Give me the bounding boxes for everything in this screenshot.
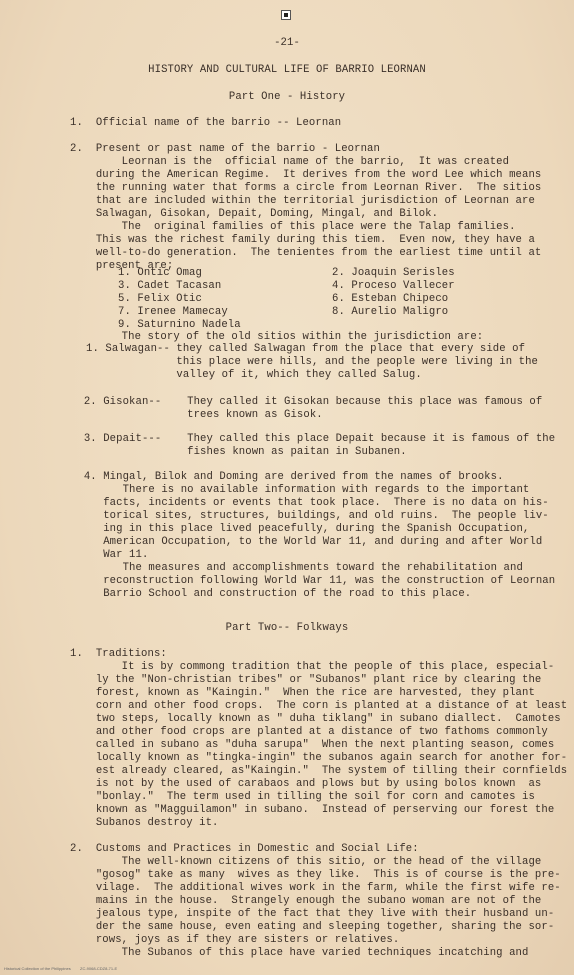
paragraph-line: "bonlay." The term used in tilling the soil for corn and camotes is bbox=[70, 791, 535, 803]
paragraph-line: forest, known as "Kaingin." When the rice are harvested, they plant bbox=[70, 687, 535, 699]
teniente-item: 3. Cadet Tacasan bbox=[118, 280, 222, 292]
paragraph-line: this place were hills, and the people were living in the bbox=[86, 356, 539, 368]
paragraph-line: reconstruction following World War 11, was the construction of Leornan bbox=[58, 575, 556, 587]
teniente-item: 8. Aurelio Maligro bbox=[332, 306, 449, 318]
paragraph-line: American Occupation, to the World War 11, and during and after World bbox=[58, 536, 543, 548]
paragraph-line: the running water that forms a circle from Leornan River. The sitios bbox=[70, 182, 542, 194]
section-1-official-name: 1. Official name of the barrio -- Leornan bbox=[70, 117, 342, 129]
paragraph-line: trees known as Gisok. bbox=[58, 409, 323, 421]
paragraph-line: present are; bbox=[70, 260, 174, 272]
footer-id: ZC-9068-CDZ8-71-E bbox=[80, 966, 118, 971]
paragraph-line: 4. Mingal, Bilok and Doming are derived from the names of brooks. bbox=[58, 471, 504, 483]
footer-source: Historical Collection of the Philippines bbox=[4, 966, 71, 971]
paragraph-line: corn and other food crops. The corn is planted at a distance of at least bbox=[70, 700, 568, 712]
paragraph-line: The original families of this place were the Talap families. bbox=[70, 221, 516, 233]
paragraph-line: rows, joys as if they are sisters or relatives. bbox=[70, 934, 400, 946]
paragraph-line: Subanos destroy it. bbox=[70, 817, 219, 829]
page-number: -21- bbox=[274, 37, 300, 49]
paragraph-line: Barrio School and construction of the road to this place. bbox=[58, 588, 472, 600]
paragraph-line: jealous type, inspite of the fact that they live with their husband un- bbox=[70, 908, 555, 920]
customs-heading: 2. Customs and Practices in Domestic and Social Life: bbox=[70, 843, 419, 855]
document-title: HISTORY AND CULTURAL LIFE OF BARRIO LEORNAN bbox=[148, 64, 426, 76]
sitios-intro: The story of the old sitios within the jurisdiction are: bbox=[70, 331, 484, 343]
paragraph-line: known as "Magguilamon" in subano. Instead of perserving our forest the bbox=[70, 804, 555, 816]
paragraph-line: called in subano as "duha sarupa" When the next planting season, comes bbox=[70, 739, 555, 751]
paragraph-line: 2. Gisokan-- They called it Gisokan because this place was famous of bbox=[58, 396, 543, 408]
paragraph-line: The Subanos of this place have varied techniques incatching and bbox=[70, 947, 529, 959]
paragraph-line: ly the "Non-christian tribes" or "Subanos" plant rice by clearing the bbox=[70, 674, 542, 686]
paragraph-line: est already cleared, as"Kaingin." The system of tilling their cornfields bbox=[70, 765, 568, 777]
teniente-item: 4. Proceso Vallecer bbox=[332, 280, 455, 292]
teniente-item: 1. Ontic Omag bbox=[118, 267, 202, 279]
teniente-item: 2. Joaquin Serisles bbox=[332, 267, 455, 279]
traditions-heading: 1. Traditions: bbox=[70, 648, 167, 660]
paragraph-line: mains in the house. Strangely enough the subano woman are not of the bbox=[70, 895, 542, 907]
paragraph-line: War 11. bbox=[58, 549, 149, 561]
paragraph-line: Leornan is the official name of the barrio, It was created bbox=[70, 156, 510, 168]
paragraph-line: 3. Depait--- They called this place Depait because it is famous of the bbox=[58, 433, 556, 445]
section-2-heading: 2. Present or past name of the barrio - Leornan bbox=[70, 143, 380, 155]
part-one-heading: Part One - History bbox=[228, 91, 346, 103]
paragraph-line: fishes known as paitan in Subanen. bbox=[58, 446, 407, 458]
paragraph-line: der the same house, even eating and sleeping together, sharing the sor- bbox=[70, 921, 555, 933]
teniente-item: 5. Felix Otic bbox=[118, 293, 202, 305]
paragraph-line: This was the richest family during this tiem. Even now, they have a bbox=[70, 234, 535, 246]
teniente-item: 9. Saturnino Nadela bbox=[118, 319, 241, 331]
paragraph-line: well-to-do generation. The tenientes from the earliest time until at bbox=[70, 247, 542, 259]
paragraph-line: locally known as "tingka-ingin" the subanos again search for another for- bbox=[70, 752, 568, 764]
paragraph-line: and other food crops are planted at a distance of two fathoms commonly bbox=[70, 726, 548, 738]
paragraph-line: It is by commong tradition that the people of this place, especial- bbox=[70, 661, 555, 673]
paragraph-line: The well-known citizens of this sitio, or the head of the village bbox=[70, 856, 542, 868]
paragraph-line: "gosog" take as many wives as they like. This is of course is the pre- bbox=[70, 869, 561, 881]
punch-hole-icon bbox=[281, 10, 291, 20]
paragraph-line: that are included within the territorial jurisdiction of Leornan are bbox=[70, 195, 535, 207]
paragraph-line: vilage. The additional wives work in the farm, while the first wife re- bbox=[70, 882, 561, 894]
paragraph-line: There is no available information with regards to the important bbox=[58, 484, 530, 496]
paragraph-line: torical sites, structures, buildings, and old ruins. The people liv- bbox=[58, 510, 549, 522]
part-two-heading: Part Two-- Folkways bbox=[225, 622, 349, 634]
paragraph-line: facts, incidents or events that took place. There is no data on his- bbox=[58, 497, 549, 509]
paragraph-line: 1. Salwagan-- they called Salwagan from the place that every side of bbox=[86, 343, 526, 355]
teniente-item: 6. Esteban Chipeco bbox=[332, 293, 449, 305]
paragraph-line: during the American Regime. It derives from the word Lee which means bbox=[70, 169, 542, 181]
paragraph-line: two steps, locally known as " duha tiklang" in subano diallect. Camotes bbox=[70, 713, 561, 725]
paragraph-line: is not by the used of carabaos and plows but by using bolos known as bbox=[70, 778, 542, 790]
paragraph-line: valley of it, which they called Salug. bbox=[86, 369, 422, 381]
paragraph-line: The measures and accomplishments toward the rehabilitation and bbox=[58, 562, 523, 574]
paragraph-line: ing in this place lived peacefully, during the Spanish Occupation, bbox=[58, 523, 530, 535]
paragraph-line: Salwagan, Gisokan, Depait, Doming, Mingal, and Bilok. bbox=[70, 208, 439, 220]
teniente-item: 7. Irenee Mamecay bbox=[118, 306, 228, 318]
